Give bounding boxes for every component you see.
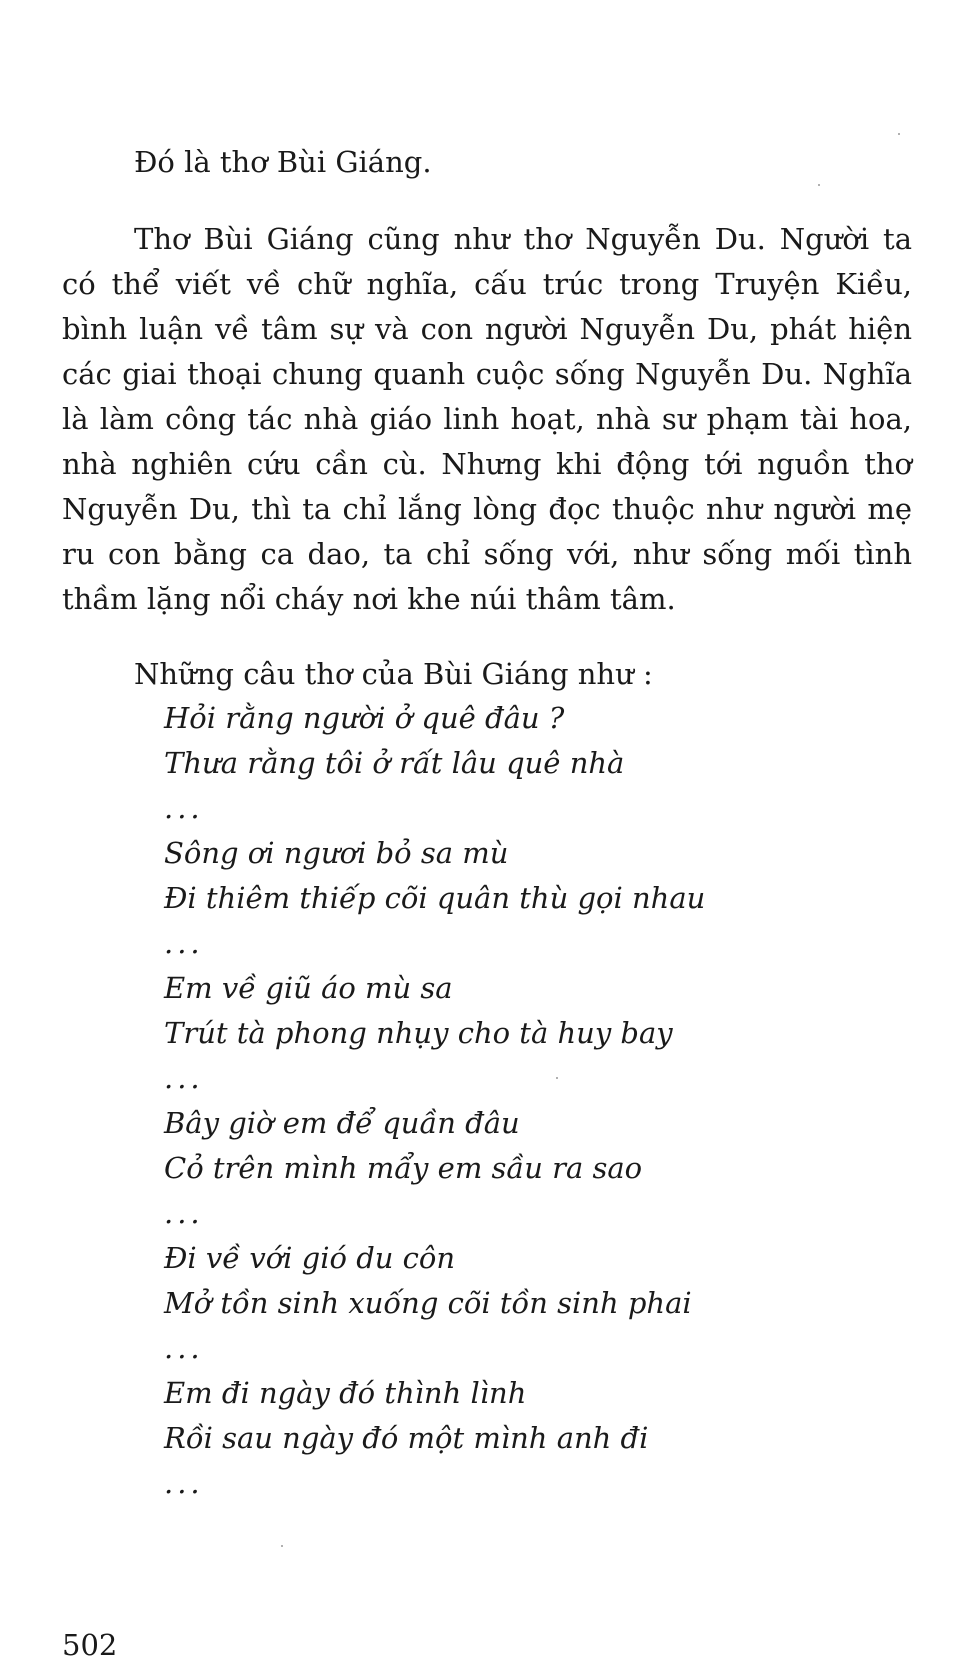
- poem-line: Em về giũ áo mù sa: [164, 971, 453, 1005]
- page-number: 502: [62, 1628, 118, 1662]
- poem-block: [164, 696, 904, 1506]
- poem-line: Mở tồn sinh xuống cõi tồn sinh phai: [164, 1286, 692, 1320]
- poem-line: Trút tà phong nhụy cho tà huy bay: [164, 1016, 673, 1050]
- scan-speck: [818, 184, 820, 186]
- poem-line: Đi về với gió du côn: [164, 1241, 456, 1275]
- poem-ellipsis: ...: [164, 1331, 204, 1365]
- paragraph-poem-intro: Những câu thơ của Bùi Giáng như :: [134, 657, 653, 691]
- poem-ellipsis: ...: [164, 926, 204, 960]
- poem-line: Sông ơi ngươi bỏ sa mù: [164, 836, 509, 870]
- poem-line: Rồi sau ngày đó một mình anh đi: [164, 1421, 649, 1455]
- poem-line: Em đi ngày đó thình lình: [164, 1376, 527, 1410]
- paragraph-main: Thơ Bùi Giáng cũng như thơ Nguyễn Du. Người ta có thể viết về chữ nghĩa, cấu trúc trong Truyện Kiều, bình luận về tâm sự và con người Nguyễn Du, phát hiện các giai thoại chung quanh cuộc sống Nguyễn Du. Nghĩa là làm công tác nhà giáo linh hoạt, nhà sư phạm tài hoa, nhà nghiên cứu cần cù. Nhưng khi động tới nguồn thơ Nguyễn Du, thì ta chỉ lắng lòng đọc thuộc như người mẹ ru con bằng ca dao, ta chỉ sống với, như sống mối tình thầm lặng nổi cháy nơi khe núi thâm tâm.: [62, 222, 912, 616]
- poem-line: Bây giờ em để quần đâu: [164, 1106, 520, 1140]
- poem-ellipsis: ...: [164, 1196, 204, 1230]
- poem-line: Thưa rằng tôi ở rất lâu quê nhà: [164, 746, 625, 780]
- poem-line: Hỏi rằng người ở quê đâu ?: [164, 701, 565, 735]
- paragraph-intro: Đó là thơ Bùi Giáng.: [134, 145, 432, 179]
- prose-body: [62, 140, 912, 697]
- scan-speck: [898, 133, 900, 135]
- poem-line: Cỏ trên mình mẩy em sầu ra sao: [164, 1151, 643, 1185]
- poem-ellipsis: ...: [164, 791, 204, 825]
- poem-ellipsis: ...: [164, 1466, 204, 1500]
- poem-ellipsis: ...: [164, 1061, 204, 1095]
- scan-speck: [281, 1545, 283, 1547]
- scan-speck: [556, 1077, 558, 1079]
- poem-line: Đi thiêm thiếp cõi quân thù gọi nhau: [164, 881, 706, 915]
